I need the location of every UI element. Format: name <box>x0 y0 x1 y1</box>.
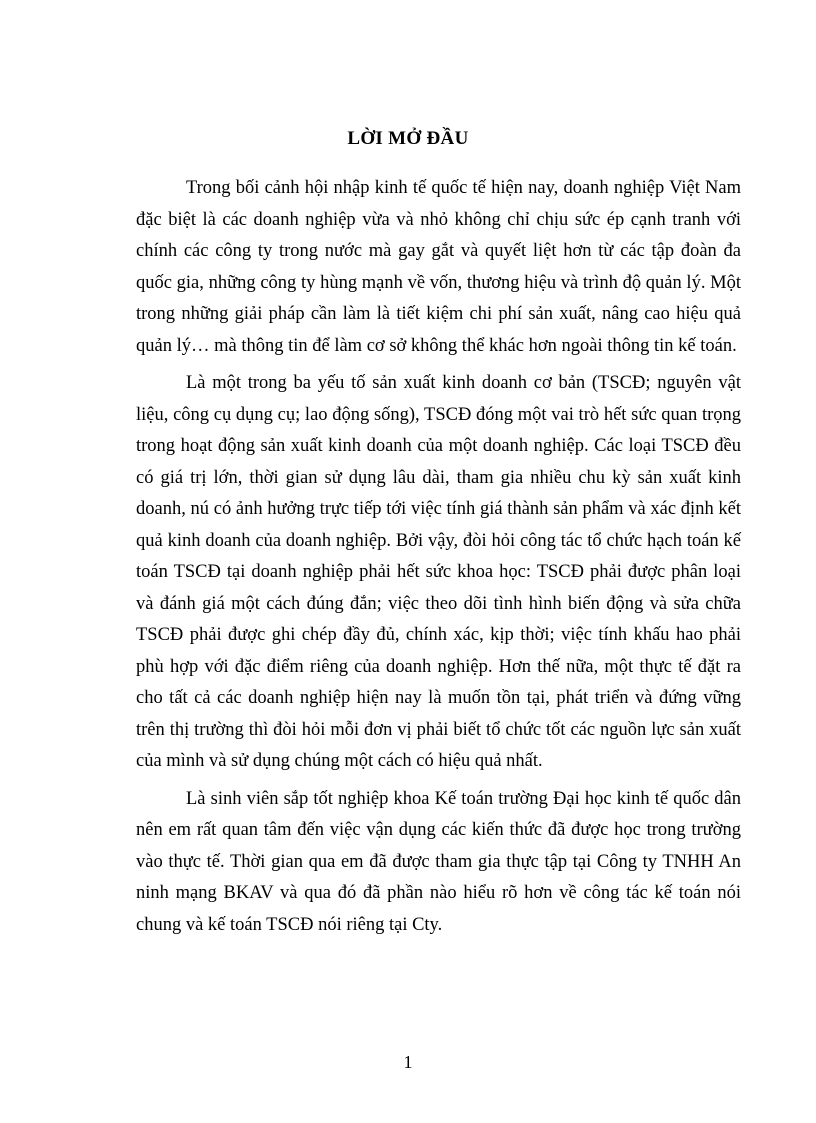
page-title: LỜI MỞ ĐẦU <box>347 128 469 149</box>
page-number: 1 <box>403 1052 413 1072</box>
document-body <box>136 173 741 947</box>
paragraph-1: Trong bối cảnh hội nhập kinh tế quốc tế hiện nay, doanh nghiệp Việt Nam đặc biệt là các doanh nghiệp vừa và nhỏ không chỉ chịu sức ép cạnh tranh với chính các công ty trong nước mà gay gắt và quyết liệt hơn từ các tập đoàn đa quốc gia, những công ty hùng mạnh về vốn, thương hiệu và trình độ quản lý. Một trong những giải pháp cần làm là tiết kiệm chi phí sản xuất, nâng cao hiệu quả quản lý… mà thông tin để làm cơ sở không thể khác hơn ngoài thông tin kế toán. <box>136 178 741 356</box>
paragraph-2: Là một trong ba yếu tố sản xuất kinh doanh cơ bản (TSCĐ; nguyên vật liệu, công cụ dụng cụ; lao động sống), TSCĐ đóng một vai trò hết sức quan trọng trong hoạt động sản xuất kinh doanh của một doanh nghiệp. Các loại TSCĐ đều có giá trị lớn, thời gian sử dụng lâu dài, tham gia nhiều chu kỳ sản xuất kinh doanh, nú có ảnh hưởng trực tiếp tới việc tính giá thành sản phẩm và xác định kết quả kinh doanh của doanh nghiệp. Bởi vậy, đòi hỏi công tác tổ chức hạch toán kế toán TSCĐ tại doanh nghiệp phải hết sức khoa học: TSCĐ phải được phân loại và đánh giá một cách đúng đắn; việc theo dõi tình hình biến động và sửa chữa TSCĐ phải được ghi chép đầy đủ, chính xác, kịp thời; việc tính khấu hao phải phù hợp với đặc điểm riêng của doanh nghiệp. Hơn thế nữa, một thực tế đặt ra cho tất cả các doanh nghiệp hiện nay là muốn tồn tại, phát triển và đứng vững trên thị trường thì đòi hỏi mỗi đơn vị phải biết tổ chức tốt các nguồn lực sản xuất của mình và sử dụng chúng một cách có hiệu quả nhất. <box>136 373 741 771</box>
paragraph-3: Là sinh viên sắp tốt nghiệp khoa Kế toán trường Đại học kinh tế quốc dân nên em rất quan tâm đến việc vận dụng các kiến thức đã được học trong trường vào thực tế. Thời gian qua em đã được tham gia thực tập tại Công ty TNHH An ninh mạng BKAV và qua đó đã phần nào hiểu rõ hơn về công tác kế toán nói chung và kế toán TSCĐ nói riêng tại Cty. <box>136 788 741 935</box>
